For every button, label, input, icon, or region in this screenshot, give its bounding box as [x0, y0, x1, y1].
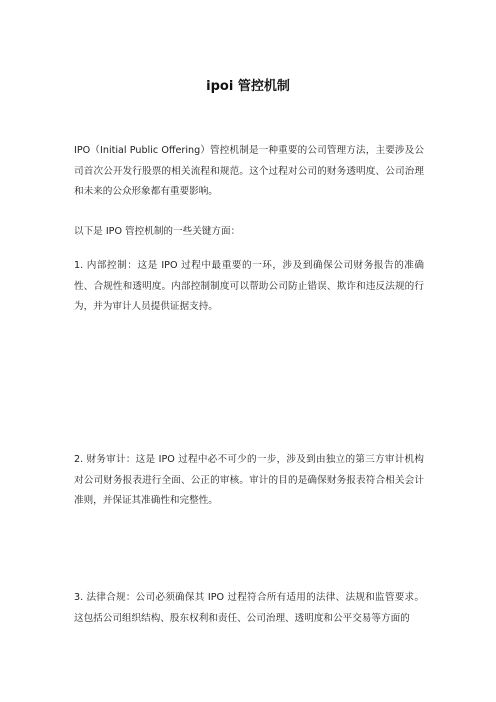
- paragraph-intro: IPO（Initial Public Offering）管控机制是一种重要的公司管理方法，主要涉及公司首次公开发行股票的相关流程和规范。这个过程对公司的财务透明度、公司治理和未来的公众形象都有重要影响。: [74, 145, 424, 197]
- document-title: ipoi 管控机制: [206, 79, 290, 94]
- paragraph-lead: 以下是 IPO 管控机制的一些关键方面：: [74, 226, 241, 237]
- paragraph-legal-compliance: 3. 法律合规：公司必须确保其 IPO 过程符合所有适用的法律、法规和监管要求。这包括公司组织结构、股东权利和责任、公司治理、透明度和公平交易等方面的: [74, 592, 424, 624]
- paragraph-internal-control: 1. 内部控制：这是 IPO 过程中最重要的一环，涉及到确保公司财务报告的准确性、合规性和透明度。内部控制制度可以帮助公司防止错误、欺诈和违反法规的行为，并为审计人员提供证据支持。: [74, 260, 424, 312]
- paragraph-financial-audit: 2. 财务审计：这是 IPO 过程中必不可少的一步，涉及到由独立的第三方审计机构对公司财务报表进行全面、公正的审核。审计的目的是确保财务报表符合相关会计准则，并保证其准确性和完整性。: [74, 454, 424, 506]
